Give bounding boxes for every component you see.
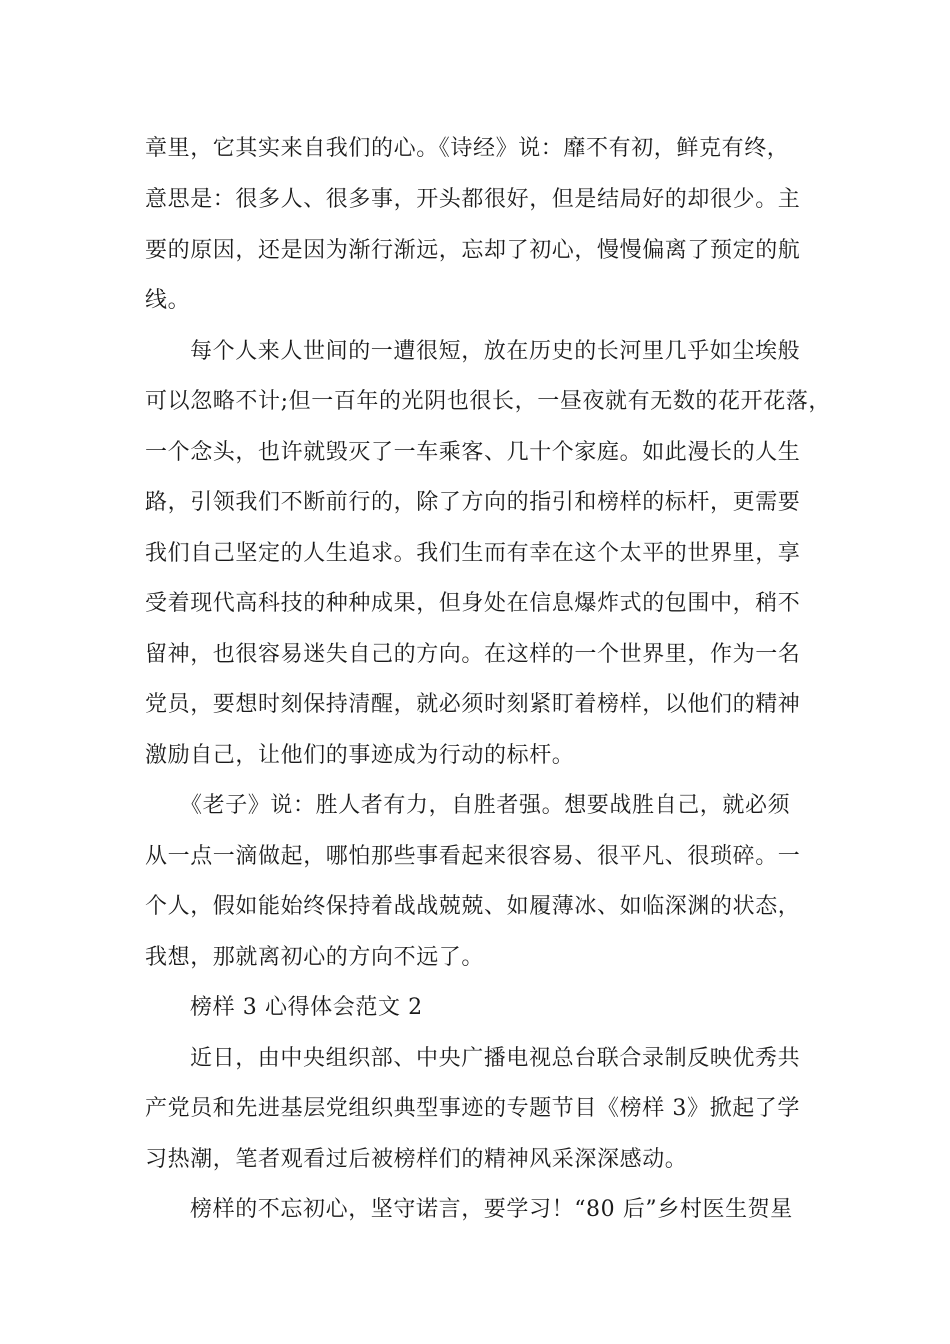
text-line: 党员，要想时刻保持清醒，就必须时刻紧盯着榜样，以他们的精神 (145, 692, 801, 717)
text-line: 路，引领我们不断前行的，除了方向的指引和榜样的标杆，更需要 (145, 490, 801, 515)
text-line: 线。 (145, 288, 191, 313)
text-line: 我们自己坚定的人生追求。我们生而有幸在这个太平的世界里，享 (145, 541, 801, 566)
text-line: 章里，它其实来自我们的心。《诗经》说：靡不有初，鲜克有终， (145, 136, 790, 161)
text-line: 激励自己，让他们的事迹成为行动的标杆。 (145, 743, 575, 768)
text-line: 可以忽略不计;但一百年的光阴也很长，一昼夜就有无数的花开花落， (145, 389, 832, 414)
section-heading: 榜样 3 心得体会范文 2 (190, 995, 423, 1020)
text-line: 受着现代高科技的种种成果，但身处在信息爆炸式的包围中，稍不 (145, 591, 801, 616)
text-line: 从一点一滴做起，哪怕那些事看起来很容易、很平凡、很琐碎。一 (145, 844, 801, 869)
text-line: 习热潮，笔者观看过后被榜样们的精神风采深深感动。 (145, 1147, 688, 1172)
text-line: 留神，也很容易迷失自己的方向。在这样的一个世界里，作为一名 (145, 642, 801, 667)
paragraph-first-line: 榜样的不忘初心，坚守诺言，要学习！“80 后”乡村医生贺星 (190, 1197, 793, 1222)
paragraph-first-line: 每个人来人世间的一遭很短，放在历史的长河里几乎如尘埃般 (190, 339, 801, 364)
text-line: 产党员和先进基层党组织典型事迹的专题节目《榜样 3》掀起了学 (145, 1096, 800, 1121)
text-line: 我想，那就离初心的方向不远了。 (145, 945, 485, 970)
text-line: 一个念头，也许就毁灭了一车乘客、几十个家庭。如此漫长的人生 (145, 440, 801, 465)
text-line: 要的原因，还是因为渐行渐远，忘却了初心，慢慢偏离了预定的航 (145, 238, 801, 263)
text-line: 意思是：很多人、很多事，开头都很好，但是结局好的却很少。主 (145, 187, 801, 212)
paragraph-first-line: 近日，由中央组织部、中央广播电视总台联合录制反映优秀共 (190, 1046, 801, 1071)
text-line: 个人，假如能始终保持着战战兢兢、如履薄冰、如临深渊的状态， (145, 894, 801, 919)
paragraph-first-line: 《老子》说：胜人者有力，自胜者强。想要战胜自己，就必须 (180, 793, 791, 818)
